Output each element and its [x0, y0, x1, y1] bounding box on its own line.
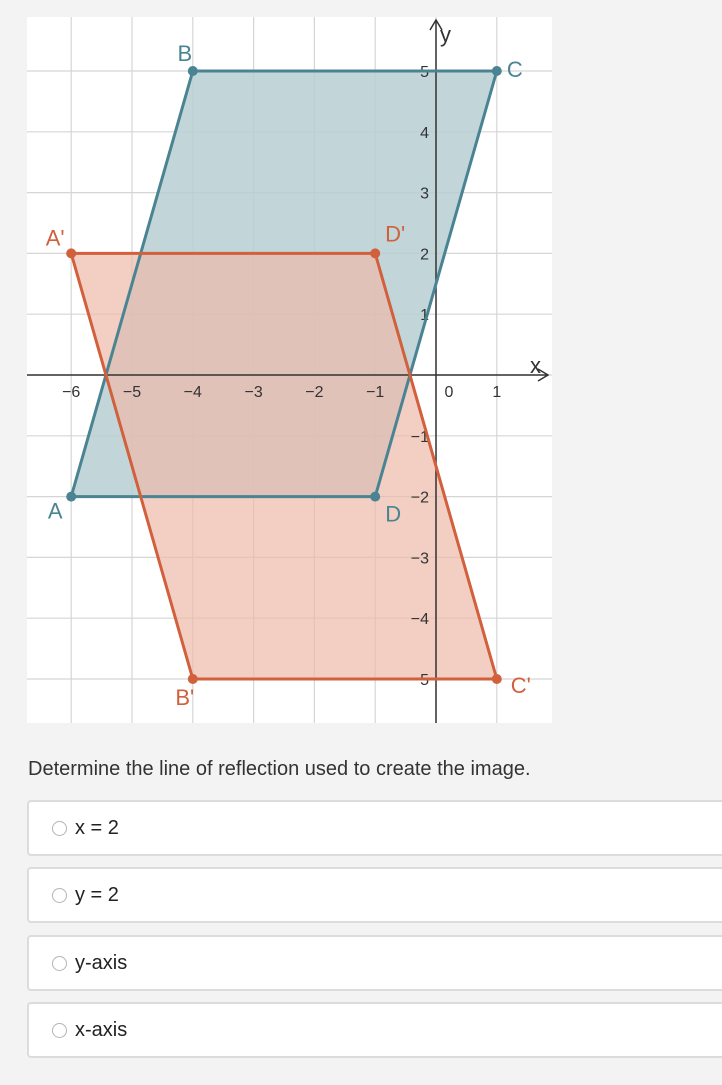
x-tick-label: −1	[366, 384, 385, 401]
x-tick-label: 1	[492, 384, 502, 401]
x-tick-label: −6	[62, 384, 81, 401]
radio-button[interactable]	[52, 888, 67, 903]
y-axis-label: y	[440, 22, 451, 47]
vertex-point-a-prime	[66, 248, 76, 258]
vertex-label-c-prime: C'	[510, 673, 531, 698]
x-axis-label: x	[530, 353, 541, 378]
choice-label: x = 2	[75, 817, 119, 839]
vertex-point-d	[370, 492, 380, 502]
choice-label: y-axis	[75, 952, 128, 974]
y-tick-label: 5	[420, 64, 429, 81]
choice-label: x-axis	[75, 1019, 128, 1041]
x-tick-label: −5	[122, 384, 142, 401]
x-tick-label: −4	[183, 384, 202, 401]
choice-y-equals-2[interactable]	[27, 867, 722, 923]
radio-button[interactable]	[52, 956, 67, 971]
vertex-point-b-prime	[188, 674, 198, 684]
y-tick-label: 4	[420, 124, 429, 142]
vertex-label-b-prime: B'	[175, 685, 195, 710]
y-tick-label: 3	[420, 185, 429, 203]
y-tick-label: 1	[420, 307, 429, 325]
vertex-label-b: B	[177, 41, 193, 66]
coordinate-graph	[27, 17, 552, 723]
vertex-label-c: C	[506, 57, 523, 82]
vertex-point-d-prime	[370, 248, 380, 258]
x-tick-label: −3	[244, 384, 263, 401]
vertex-point-a	[66, 492, 76, 502]
vertex-point-b	[188, 66, 198, 76]
x-tick-label: −2	[305, 384, 324, 401]
x-tick-label: 0	[444, 384, 454, 401]
y-tick-label: −1	[410, 428, 429, 446]
vertex-label-a: A	[47, 498, 63, 524]
radio-button[interactable]	[52, 821, 67, 836]
choice-y-axis[interactable]	[27, 935, 722, 991]
y-tick-label: −5	[410, 672, 429, 689]
graph-canvas	[27, 17, 552, 723]
question-prompt: Determine the line of reflection used to create the image.	[28, 758, 531, 780]
y-tick-label: −3	[410, 550, 429, 568]
y-tick-label: −4	[410, 611, 429, 629]
choice-label: y = 2	[75, 884, 119, 906]
image-parallelogram-fill	[71, 253, 497, 679]
radio-button[interactable]	[52, 1023, 67, 1038]
y-tick-label: 2	[420, 246, 429, 264]
choice-x-equals-2[interactable]	[27, 800, 722, 856]
vertex-label-a-prime: A'	[45, 225, 65, 251]
choice-x-axis[interactable]	[27, 1002, 722, 1058]
y-tick-label: −2	[410, 489, 429, 507]
vertex-label-d: D	[385, 501, 402, 527]
vertex-point-c	[492, 66, 502, 76]
vertex-point-c-prime	[492, 674, 502, 684]
vertex-label-d-prime: D'	[385, 221, 406, 247]
